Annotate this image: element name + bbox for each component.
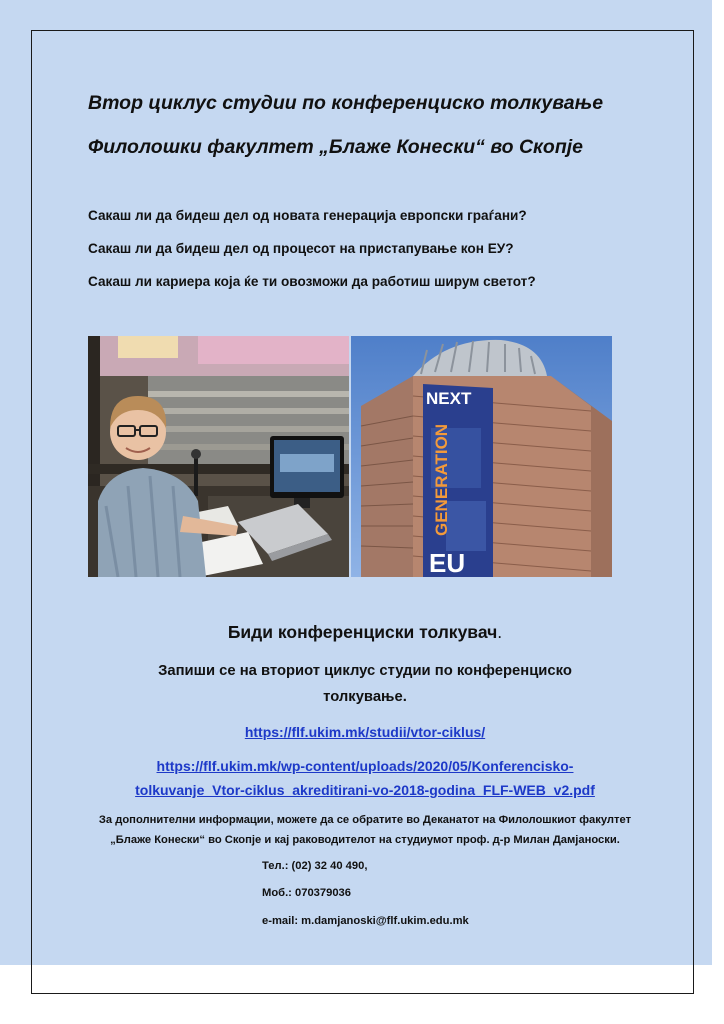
interpreter-photo [88, 336, 349, 577]
program-page-link[interactable]: https://flf.ukim.mk/studii/vtor-ciklus/ [244, 724, 486, 740]
cta-headline: Биди конференциски толкувач. [227, 622, 503, 642]
question-1: Сакаш ли да бидеш дел од новата генерација европски граѓани? [88, 208, 527, 223]
building-photo [351, 336, 612, 577]
banner-next-text: NEXT [426, 389, 472, 408]
cta-subline-2: толкување. [323, 689, 407, 705]
program-pdf-link-line-2[interactable]: tolkuvanje_Vtor-ciklus_akreditirani-vo-2018-godina_FLF-WEB_v2.pdf [135, 782, 595, 798]
title-line-2: Филолошки факултет „Блаже Конески“ во Скопје [88, 136, 584, 158]
link-row-3 [40, 782, 690, 800]
contact-mobile: Моб.: 070379036 [262, 887, 352, 899]
cta-subline-1: Запиши се на вториот циклус студии по конференциско [158, 663, 572, 679]
contact-phone: Тел.: (02) 32 40 490, [262, 860, 368, 872]
banner-generation-text: GENERATION [432, 423, 451, 536]
question-3: Сакаш ли кариера која ќе ти овозможи да работиш ширум светот? [88, 274, 536, 289]
link-row-1 [40, 724, 690, 742]
question-2: Сакаш ли да бидеш дел од процесот на пристапување кон ЕУ? [88, 241, 514, 256]
info-line-2: „Блаже Конески“ во Скопје и кај раководителот на студиумот проф. д-р Милан Дамјаноски. [110, 834, 620, 846]
info-line-1: За дополнителни информации, можете да се обратите во Деканатот на Филолошкиот факултет [98, 814, 632, 826]
program-pdf-link-line-1[interactable]: https://flf.ukim.mk/wp-content/uploads/2020/05/Konferencisko- [156, 758, 574, 774]
banner-eu-text: EU [429, 548, 466, 577]
title-line-1: Втор циклус студии по конференциско толкување [88, 92, 604, 114]
link-row-2 [40, 758, 690, 776]
contact-email: e-mail: m.damjanoski@flf.ukim.edu.mk [262, 915, 469, 927]
